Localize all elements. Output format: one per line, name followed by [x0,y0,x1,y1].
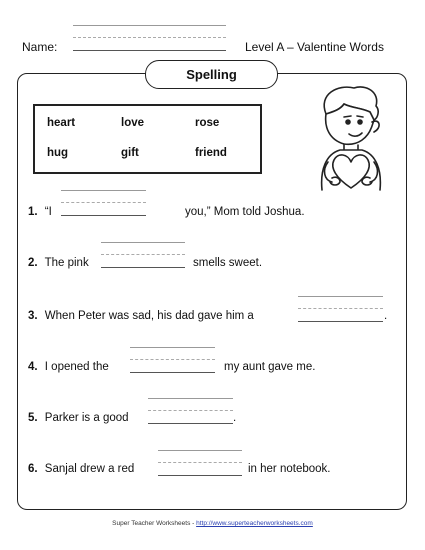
answer-line-5[interactable] [148,398,233,424]
question-text-before: The pink [44,257,89,269]
name-writing-line[interactable] [73,25,226,51]
answer-line-3[interactable] [298,296,383,322]
question-number: 6. [28,463,38,475]
question-text-after: you,” Mom told Joshua. [185,206,305,218]
question-number: 3. [28,310,38,322]
question-text-before: “I [44,206,52,218]
footer [0,520,425,527]
answer-line-1[interactable] [61,190,146,216]
question-6 [28,463,331,475]
question-number: 4. [28,361,38,373]
question-text-after: . [233,412,237,424]
answer-line-4[interactable] [130,347,215,373]
word-bank-item: gift [121,147,139,159]
question-text-after: my aunt gave me. [224,361,316,373]
question-text-after: . [384,310,388,322]
word-bank-item: rose [195,117,220,129]
answer-line-2[interactable] [101,242,185,268]
question-text-before: Sanjal drew a red [44,463,135,475]
footer-text: Super Teacher Worksheets - [112,520,195,527]
word-bank-item: heart [47,117,76,129]
word-bank-item: hug [47,147,69,159]
question-4 [28,361,316,373]
question-number: 1. [28,206,38,218]
question-text-before: I opened the [44,361,109,373]
footer-link[interactable]: http://www.superteacherworksheets.com [196,520,313,527]
page-title: Spelling [145,60,278,89]
question-5 [28,412,237,424]
question-number: 5. [28,412,38,424]
word-bank-item: love [121,117,145,129]
word-bank-item: friend [195,147,227,159]
question-text-after: smells sweet. [193,257,263,269]
name-label: Name: [22,40,58,54]
boy-holding-heart-icon [296,82,396,192]
question-text-before: Parker is a good [44,412,129,424]
question-number: 2. [28,257,38,269]
question-2 [28,257,263,269]
answer-line-6[interactable] [158,450,242,476]
word-bank [33,104,262,174]
question-3 [28,310,388,322]
level-label: Level A – Valentine Words [245,40,384,54]
question-text-after: in her notebook. [248,463,331,475]
question-1 [28,206,305,218]
question-text-before: When Peter was sad, his dad gave him a [44,310,254,322]
